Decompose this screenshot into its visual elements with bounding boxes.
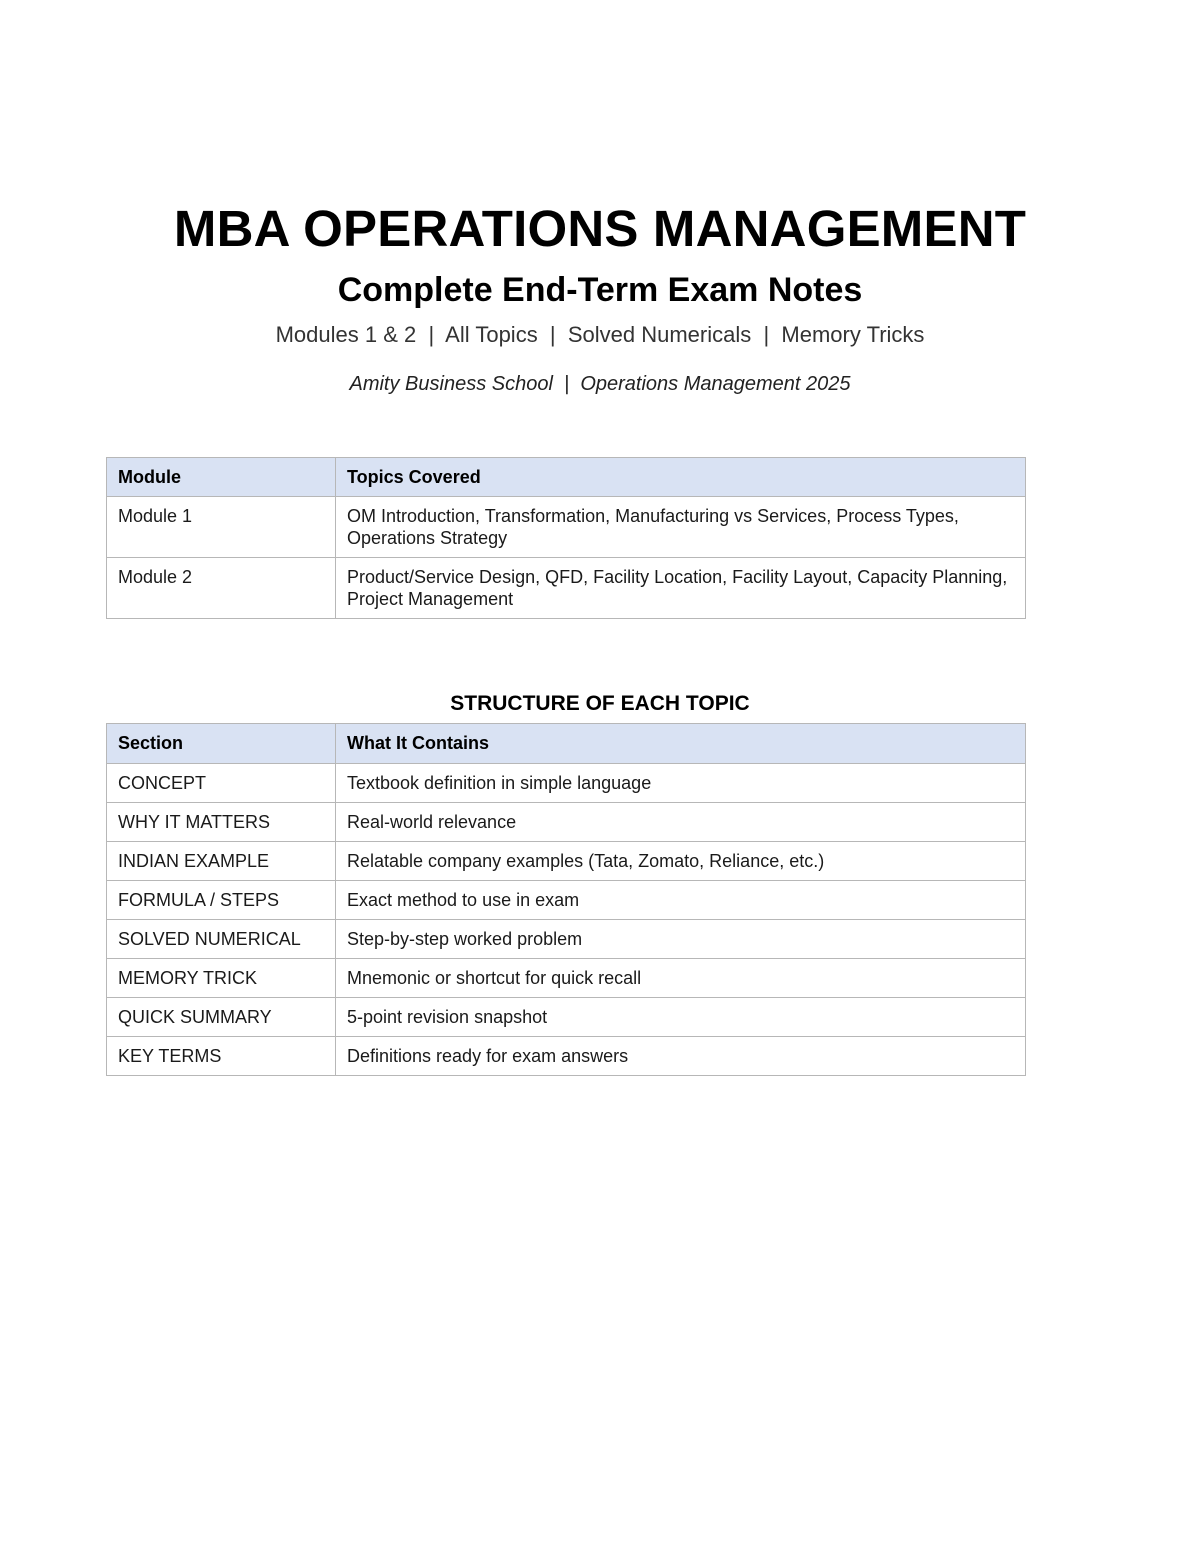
module-cell: Module 2 <box>107 558 336 619</box>
table-row <box>107 803 1026 842</box>
table-row <box>107 959 1026 998</box>
document-title: MBA OPERATIONS MANAGEMENT <box>173 200 1027 257</box>
table-row <box>107 764 1026 803</box>
section-cell: QUICK SUMMARY <box>107 998 336 1037</box>
contents-cell: 5-point revision snapshot <box>336 998 1026 1037</box>
table-row <box>107 842 1026 881</box>
section-cell: SOLVED NUMERICAL <box>107 920 336 959</box>
modules-table <box>106 457 1026 619</box>
section-cell: KEY TERMS <box>107 1037 336 1076</box>
contents-cell: Exact method to use in exam <box>336 881 1026 920</box>
topics-cell: OM Introduction, Transformation, Manufacturing vs Services, Process Types, Operations Strategy <box>336 497 1026 558</box>
column-header-topics-covered: Topics Covered <box>336 458 1026 497</box>
table-row <box>107 920 1026 959</box>
contents-cell: Textbook definition in simple language <box>336 764 1026 803</box>
table-row <box>107 998 1026 1037</box>
document-institution: Amity Business School | Operations Management 2025 <box>349 373 851 395</box>
table-header-row <box>107 458 1026 497</box>
column-header-what-it-contains: What It Contains <box>336 724 1026 764</box>
table-row <box>107 1037 1026 1076</box>
section-cell: FORMULA / STEPS <box>107 881 336 920</box>
contents-cell: Mnemonic or shortcut for quick recall <box>336 959 1026 998</box>
section-cell: CONCEPT <box>107 764 336 803</box>
contents-cell: Definitions ready for exam answers <box>336 1037 1026 1076</box>
column-header-section: Section <box>107 724 336 764</box>
table-row <box>107 558 1026 619</box>
topics-cell: Product/Service Design, QFD, Facility Location, Facility Layout, Capacity Planning, Project Management <box>336 558 1026 619</box>
document-subtitle: Complete End-Term Exam Notes <box>337 271 863 309</box>
section-cell: WHY IT MATTERS <box>107 803 336 842</box>
document-tagline: Modules 1 & 2 | All Topics | Solved Numericals | Memory Tricks <box>275 322 925 347</box>
table-header-row <box>107 724 1026 764</box>
contents-cell: Step-by-step worked problem <box>336 920 1026 959</box>
section-cell: MEMORY TRICK <box>107 959 336 998</box>
contents-cell: Real-world relevance <box>336 803 1026 842</box>
section-cell: INDIAN EXAMPLE <box>107 842 336 881</box>
module-cell: Module 1 <box>107 497 336 558</box>
table-row <box>107 497 1026 558</box>
column-header-module: Module <box>107 458 336 497</box>
section-heading-structure: STRUCTURE OF EACH TOPIC <box>450 692 750 715</box>
structure-table <box>106 723 1026 1076</box>
contents-cell: Relatable company examples (Tata, Zomato, Reliance, etc.) <box>336 842 1026 881</box>
table-row <box>107 881 1026 920</box>
